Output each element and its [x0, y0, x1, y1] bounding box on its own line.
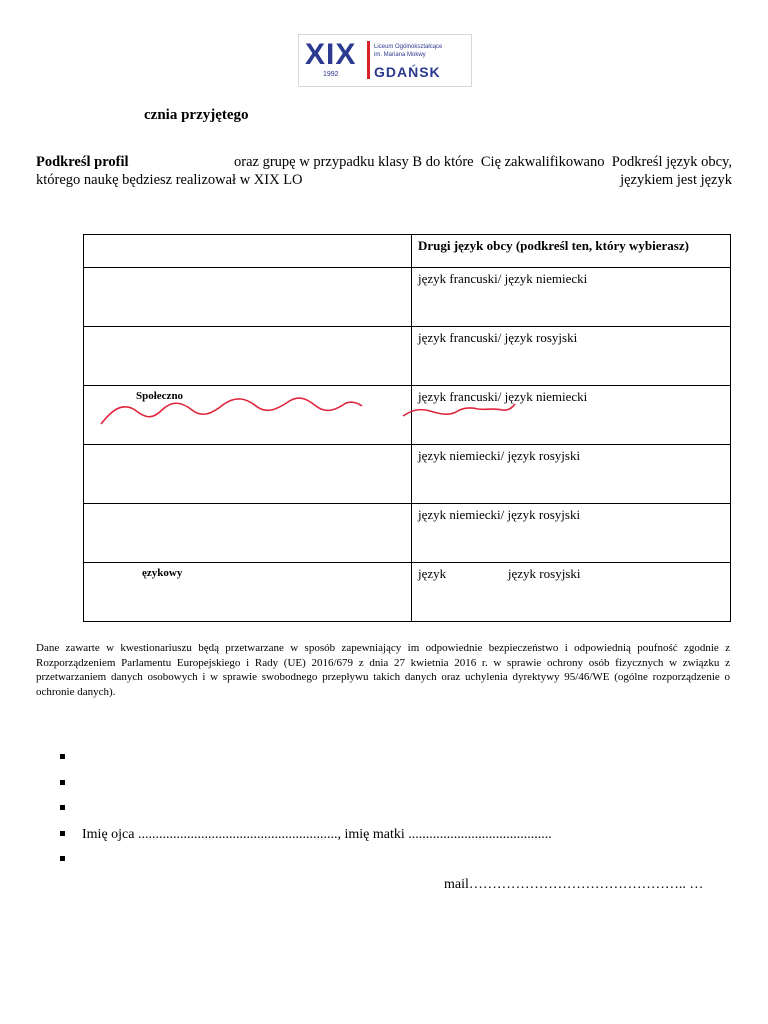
list-item[interactable] — [58, 799, 552, 825]
language-options: język język rosyjski — [418, 566, 581, 581]
bullet-square-icon — [60, 831, 65, 836]
list-item[interactable] — [58, 748, 552, 774]
logo-roman-numeral: XIX — [305, 38, 357, 71]
language-options: język francuski/ język rosyjski — [418, 330, 578, 345]
gdpr-notice: Dane zawarte w kwestionariuszu będą przetwarzane w sposób zapewniający im odpowiednie bezpieczeństwo i odpowiednią poufność zgodnie z Rozporządzeniem Parlamentu Europejskiego i Rady (UE) 2016/679 z dnia 27 kwietnia 2016 r. w sprawie ochrony osób fizycznych w związku z przetwarzaniem danych osobowych i w sprawie swobodnego przepływu takich danych oraz uchylenia dyrektywy 95/46/WE (ogólne rozporządzenie o ochronie danych). — [36, 642, 730, 698]
mail-field[interactable]: mail……………………………………….. … — [444, 877, 704, 892]
bullet-square-icon — [60, 754, 65, 759]
profile-name: ęzykowy — [142, 567, 183, 579]
list-item[interactable] — [58, 774, 552, 800]
list-item[interactable] — [58, 850, 552, 876]
logo-line2: im. Mariana Mokwy — [374, 52, 426, 58]
form-fields-list — [58, 748, 552, 876]
instruction-line1-left: Podkreśl profil — [36, 154, 129, 170]
instruction-line2-left: którego naukę będziesz realizował w XIX LO — [36, 172, 303, 188]
page-heading: czniа przyjętego — [144, 107, 249, 123]
header-language-label: Drugi język obcy (podkreśl ten, który wybierasz) — [418, 238, 689, 253]
language-options: język niemiecki/ język rosyjski — [418, 448, 581, 463]
bullet-square-icon — [60, 856, 65, 861]
bullet-square-icon — [60, 805, 65, 810]
profile-name: Społeczno — [136, 390, 184, 402]
instruction-line2-right: językiem jest język — [620, 172, 732, 188]
parents-names-field: Imię ojca ........................................................., imię matki ......................................... — [82, 826, 552, 842]
list-item[interactable] — [58, 825, 552, 851]
language-options: język francuski/ język niemiecki — [418, 389, 588, 404]
logo-city: GDAŃSK — [374, 64, 441, 80]
logo-year: 1992 — [323, 71, 339, 78]
scribble-language — [403, 404, 515, 416]
language-options: język niemiecki/ język rosyjski — [418, 507, 581, 522]
instruction-line1-right: oraz grupę w przypadku klasy B do które Cię zakwalifikowano Podkreśl język obcy, — [234, 154, 732, 170]
scribble-profile — [101, 398, 362, 424]
logo-line1: Liceum Ogólnokształcące — [374, 44, 443, 50]
bullet-square-icon — [60, 780, 65, 785]
language-options: język francuski/ język niemiecki — [418, 271, 588, 286]
